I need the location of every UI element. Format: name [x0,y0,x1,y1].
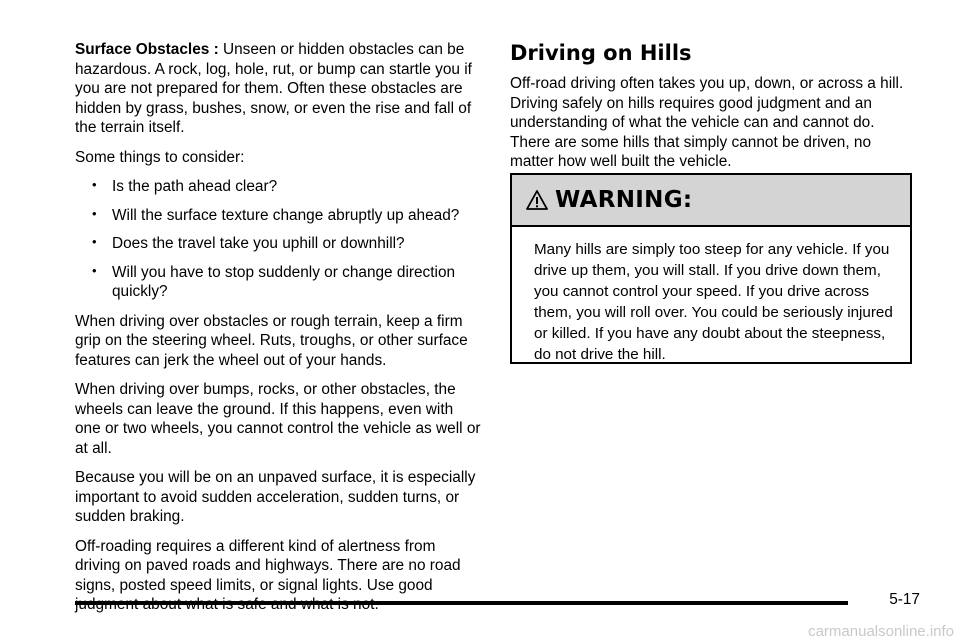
footer-rule [75,601,848,605]
bullet-icon: • [92,234,97,249]
warning-text: Many hills are simply too steep for any vehicle. If you drive up them, you will stall. If you drive down them, you cannot control your speed. If you drive across them, you will roll over. You could be seriously injured or killed. If you have any doubt about the steepness, do not drive the hill. [534,241,893,363]
surface-obstacles-text: Unseen or hidden obstacles can be hazardous. A rock, log, hole, rut, or bump can startle you if you are not prepared for them. Often these obstacles are hidden by grass, bushes, snow, or even the rise and fall of the terrain itself. [75,41,472,136]
list-item-text: Does the travel take you uphill or downhill? [112,235,405,252]
body-paragraph: Off-roading requires a different kind of alertness from driving on paved roads and highways. There are no road signs, posted speed limits, or signal lights. Use good [75,537,461,594]
warning-box [510,173,912,364]
page-number: 5-17 [889,591,920,608]
warning-triangle-icon [526,189,548,211]
list-item [75,263,483,302]
section-title: Driving on Hills [510,41,692,65]
list-item [75,234,483,254]
watermark: carmanualsonline.info [808,623,954,640]
list-item-text: Will you have to stop suddenly or change direction quickly? [112,263,456,300]
list-item-text: Will the surface texture change abruptly up ahead? [112,206,460,224]
list-item [75,206,483,226]
body-paragraph: Because you will be on an unpaved surface, it is especially important to avoid sudden acceleration, sudden turns, or sudden braking. [75,469,476,525]
warning-title: WARNING: [555,187,693,213]
list-item-text: Is the path ahead clear? [112,178,278,195]
surface-obstacles-paragraph [75,40,483,138]
right-column [510,40,912,182]
warning-header [512,175,910,227]
section-intro: Off-road driving often takes you up, down, or across a hill. Driving safely on hills requires good judgment and an understanding of what the vehicle can and cannot do. There are some hills that simply cannot be driven, no matter how well built the vehicle. [510,75,904,170]
bullet-icon: • [92,262,97,278]
consider-list [75,177,483,302]
body-paragraph: When driving over obstacles or rough terrain, keep a firm grip on the steering wheel. Ruts, troughs, or other surface features can jerk the wheel out of your hands. [75,312,468,369]
list-item [75,177,483,197]
surface-obstacles-lead: Surface Obstacles : [75,41,219,58]
bullet-icon: • [92,205,97,221]
left-column [75,40,483,625]
consider-intro: Some things to consider: [75,148,245,166]
bullet-icon: • [92,177,97,192]
body-paragraph: When driving over bumps, rocks, or other obstacles, the wheels can leave the ground. If this happens, even with one or two wheels, you cannot control the vehicle as well or at all. [75,381,481,457]
